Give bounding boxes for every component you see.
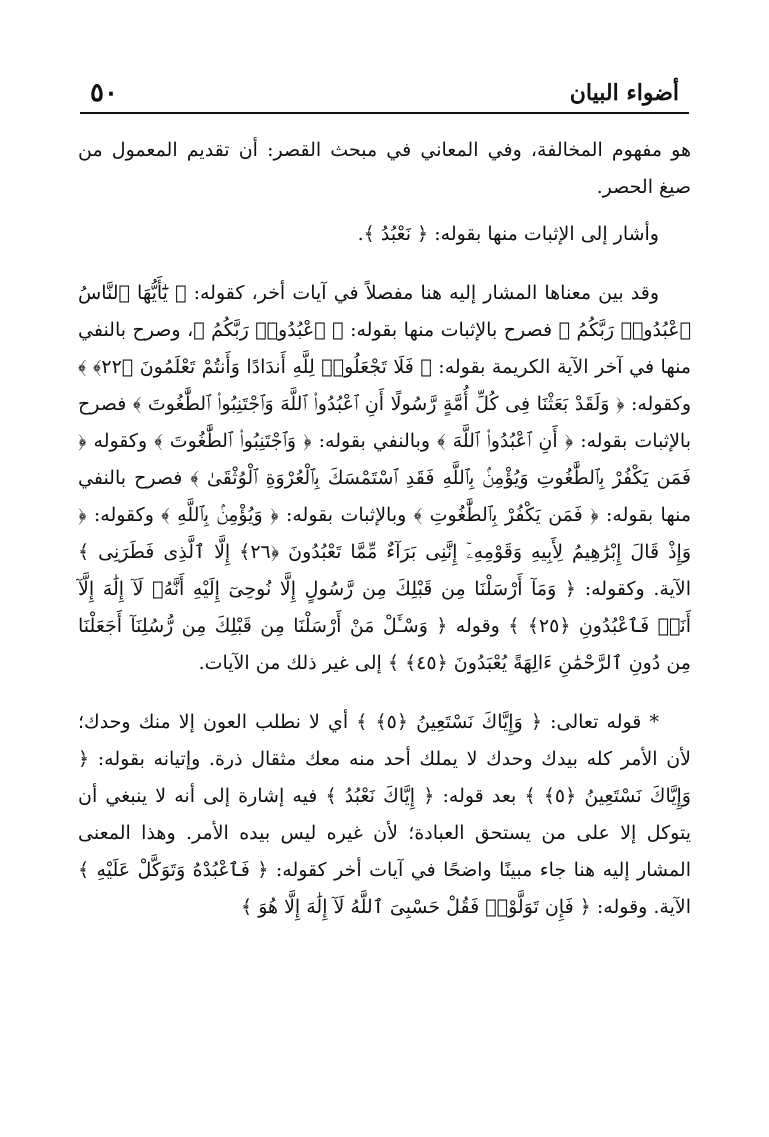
paragraph: وأشار إلى الإثبات منها بقوله: ﴿ نَعْبُدُ ﴾. [357, 223, 659, 245]
paragraph: وقد بين معناها المشار إليه هنا مفصلاً في آيات أخر، كقوله: ﴿ يَٰٓأَيُّهَا ٱلنَّاسُ ٱعْبُدُوا۟ رَبَّكُمُ ﴾ فصرح بالإثبات منها بقوله: ﴿ ٱعْبُدُوا۟ رَبَّكُمُ ﴾، وصرح بالنفي منها في آخر الآية الكريمة بقوله: ﴿ فَلَا تَجْعَلُوا۟ لِلَّهِ أَندَادًا وَأَنتُمْ تَعْلَمُونَ ﴿٢٢﴾ ﴾ وكقوله: ﴿ وَلَقَدْ بَعَثْنَا فِى كُلِّ أُمَّةٍ رَّسُولًا أَنِ ٱعْبُدُوا۟ ٱللَّهَ وَٱجْتَنِبُوا۟ ٱلطَّٰغُوتَ ﴾ فصرح بالإثبات بقوله: ﴿ أَنِ ٱعْبُدُوا۟ ٱللَّهَ ﴾ وبالنفي بقوله: ﴿ وَٱجْتَنِبُوا۟ ٱلطَّٰغُوتَ ﴾ وكقوله ﴿ فَمَن يَكْفُرْ بِٱلطَّٰغُوتِ وَيُؤْمِنۢ بِٱللَّهِ فَقَدِ ٱسْتَمْسَكَ بِٱلْعُرْوَةِ ٱلْوُثْقَىٰ ﴾ فصرح بالنفي منها بقوله: ﴿ فَمَن يَكْفُرْ بِٱلطَّٰغُوتِ ﴾ وبالإثبات بقوله: ﴿ وَيُؤْمِنۢ بِٱللَّهِ ﴾ وكقوله: ﴿ وَإِذْ قَالَ إِبْرَٰهِيمُ لِأَبِيهِ وَقَوْمِهِۦٓ إِنَّنِى بَرَآءٌ مِّمَّا تَعْبُدُونَ ﴿٢٦﴾ إِلَّا ٱلَّذِى فَطَرَنِى ﴾ الآية. وكقوله: ﴿ وَمَآ أَرْسَلْنَا مِن قَبْلِكَ مِن رَّسُولٍ إِلَّا نُوحِىٓ إِلَيْهِ أَنَّهُۥ لَآ إِلَٰهَ إِلَّآ أَنَا۠ فَٱعْبُدُونِ ﴿٢٥﴾ ﴾ وقوله ﴿ وَسْـَٔلْ مَنْ أَرْسَلْنَا مِن قَبْلِكَ مِن رُّسُلِنَآ أَجَعَلْنَا مِن دُونِ ٱلرَّحْمَٰنِ ءَالِهَةً يُعْبَدُونَ ﴿٤٥﴾ ﴾ إلى غير ذلك من الآيات. [78, 282, 692, 674]
book-title: أضواء البيان [569, 80, 679, 106]
page-header [80, 72, 689, 114]
paragraph: * قوله تعالى: ﴿ وَإِيَّاكَ نَسْتَعِينُ ﴿٥﴾ ﴾ أي لا نطلب العون إلا منك وحدك؛ لأن الأمر كله بيدك وحدك لا يملك أحد منه معك مثقال ذرة. وإتيانه بقوله: ﴿ وَإِيَّاكَ نَسْتَعِينُ ﴿٥﴾ ﴾ بعد قوله: ﴿ إِيَّاكَ نَعْبُدُ ﴾ فيه إشارة إلى أنه لا ينبغي أن يتوكل إلا على من يستحق العبادة؛ لأن غيره ليس بيده الأمر. وهذا المعنى المشار إليه هنا جاء مبينًا واضحًا في آيات أخر كقوله: ﴿ فَٱعْبُدْهُ وَتَوَكَّلْ عَلَيْهِ ﴾ الآية. وقوله: ﴿ فَإِن تَوَلَّوْا۟ فَقُلْ حَسْبِىَ ٱللَّهُ لَآ إِلَٰهَ إِلَّا هُوَ ﴾ [78, 711, 691, 918]
page-number: ٥٠ [90, 78, 118, 108]
paragraph: هو مفهوم المخالفة، وفي المعاني في مبحث القصر: أن تقديم المعمول من صيغ الحصر. [78, 139, 691, 198]
page-body [78, 132, 691, 926]
